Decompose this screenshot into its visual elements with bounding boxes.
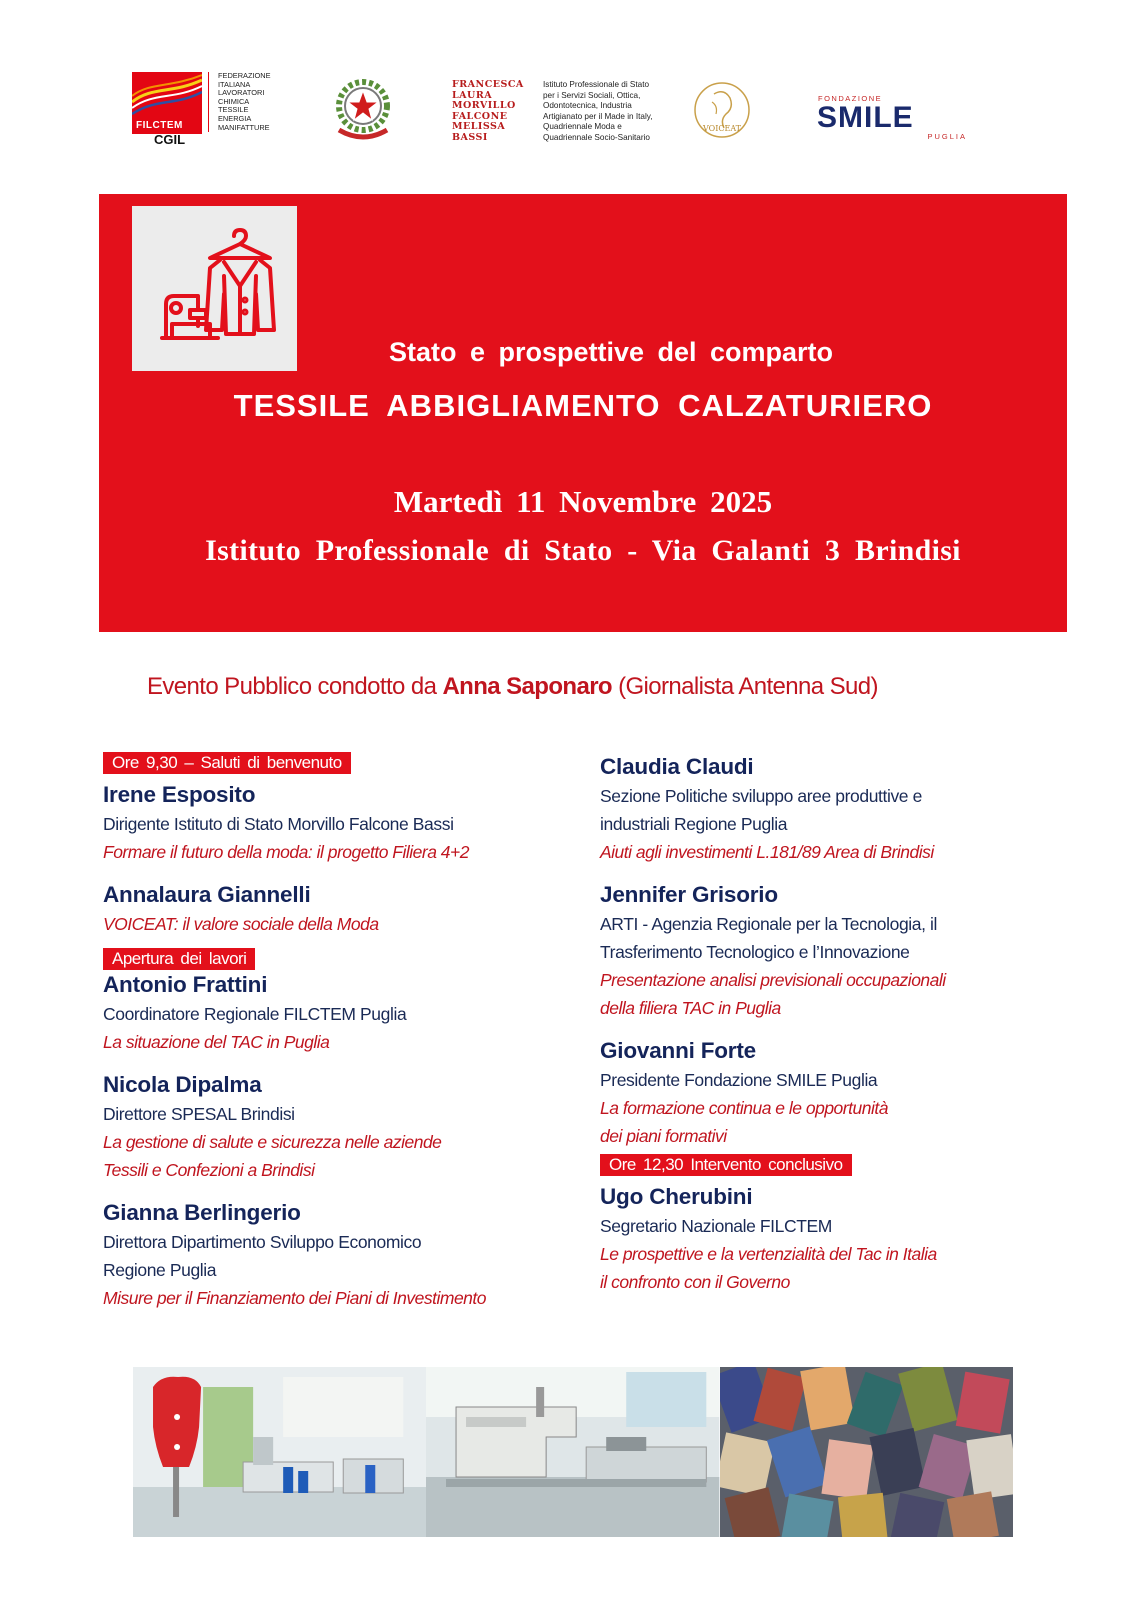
smile-region-label: PUGLIA [927,132,967,141]
smile-fondazione-label: FONDAZIONE [818,94,883,103]
thread-spools-image [720,1367,1013,1537]
photo-thread-spools [720,1367,1013,1537]
smile-name: SMILE [817,101,914,134]
filctem-logo-mark [132,72,202,134]
filctem-name: FILCTEM [136,120,183,131]
host-line [147,673,878,701]
photo-strip [133,1367,1013,1537]
speaker-name: Annalaura Giannelli [103,882,311,907]
speaker-role: Direttora Dipartimento Sviluppo Economico Regione Puglia [103,1232,422,1280]
speaker-topic: Formare il futuro della moda: il progetto Filiera 4+2 [103,842,469,862]
fondazione-smile-logo [817,94,977,144]
speaker-role: Coordinatore Regionale FILCTEM Puglia [103,1004,407,1024]
photo-mannequin-workshop [133,1367,426,1537]
speaker-ugo-cherubini [600,1182,1050,1296]
speaker-role: ARTI - Agenzia Regionale per la Tecnologia, il Trasferimento Tecnologico e l’Innovazione [600,914,938,962]
program-left-column [103,752,553,1312]
voiceat-logo [690,80,754,146]
speaker-name: Irene Esposito [103,782,256,807]
speaker-topic: Aiuti agli investimenti L.181/89 Area di Brindisi [600,842,934,862]
cgil-label: CGIL [154,132,186,147]
mannequin-workshop-image [133,1367,426,1537]
speaker-topic: La situazione del TAC in Puglia [103,1032,330,1052]
speaker-role: Dirigente Istituto di Stato Morvillo Falcone Bassi [103,814,454,834]
speaker-role: Sezione Politiche sviluppo aree produttive e industriali Regione Puglia [600,786,922,834]
banner-title: TESSILE ABBIGLIAMENTO CALZATURIERO [233,388,933,423]
speaker-topic: VOICEAT: il valore sociale della Moda [103,914,379,934]
photo-sewing-machine [426,1367,719,1537]
closing-badge: Ore 12,30 Intervento conclusivo [600,1154,852,1176]
speaker-claudia-claudi [600,752,1050,866]
host-name: Anna Saponaro [442,673,612,700]
speaker-giovanni-forte [600,1036,1050,1150]
federation-text: FEDERAZIONE ITALIANA LAVORATORI CHIMICA TESSILE ENERGIA MANIFATTURE [208,72,292,132]
italian-republic-emblem [325,72,401,146]
speaker-topic: Presentazione analisi previsionali occupazionali della filiera TAC in Puglia [600,970,946,1018]
speaker-nicola-dipalma [103,1070,553,1184]
welcome-badge: Ore 9,30 – Saluti di benvenuto [103,752,351,774]
speaker-topic: La formazione continua e le opportunità dei piani formativi [600,1098,888,1146]
emblem-star-icon [325,72,401,146]
speaker-name: Nicola Dipalma [103,1072,262,1097]
speaker-gianna-berlingerio [103,1198,553,1312]
event-date: Martedì 11 Novembre 2025 [393,484,773,519]
banner-subtitle: Stato e prospettive del comparto [388,337,834,367]
voiceat-label: VOICEAT [703,124,741,133]
sewing-machine-image [426,1367,719,1537]
speaker-topic: La gestione di salute e sicurezza nelle aziende Tessili e Confezioni a Brindisi [103,1132,442,1180]
program-right-column [600,752,1050,1296]
host-suffix: (Giornalista Antenna Sud) [618,673,878,700]
speaker-jennifer-grisorio [600,880,1050,1022]
speaker-topic: Misure per il Finanziamento dei Piani di Investimento [103,1288,486,1308]
speaker-irene-esposito [103,780,553,866]
speaker-name: Antonio Frattini [103,972,268,997]
speaker-role: Segretario Nazionale FILCTEM [600,1216,832,1236]
speaker-role: Presidente Fondazione SMILE Puglia [600,1070,878,1090]
speaker-name: Ugo Cherubini [600,1184,753,1209]
opening-badge: Apertura dei lavori [103,948,255,970]
event-banner [99,194,1067,632]
school-logo [452,80,552,143]
school-name: FRANCESCA LAURA MORVILLO FALCONE MELISSA BASSI [452,79,524,143]
speaker-name: Jennifer Grisorio [600,882,778,907]
speaker-name: Giovanni Forte [600,1038,756,1063]
event-venue: Istituto Professionale di Stato - Via Galanti 3 Brindisi [205,534,961,567]
speaker-antonio-frattini [103,970,553,1056]
speaker-name: Gianna Berlingerio [103,1200,301,1225]
host-prefix: Evento Pubblico condotto da [147,673,437,700]
speaker-name: Claudia Claudi [600,754,754,779]
school-description: Istituto Professionale di Stato per i Servizi Sociali, Ottica, Odontotecnica, Industria Artigianato per il Made in Italy, Quadriennale Moda e Quadriennale Socio-Sanitario [543,80,653,142]
speaker-annalaura-giannelli [103,880,553,938]
filctem-cgil-logo [132,72,282,146]
speaker-topic: Le prospettive e la vertenzialità del Tac in Italia il confronto con il Governo [600,1244,937,1292]
speaker-role: Direttore SPESAL Brindisi [103,1104,295,1124]
